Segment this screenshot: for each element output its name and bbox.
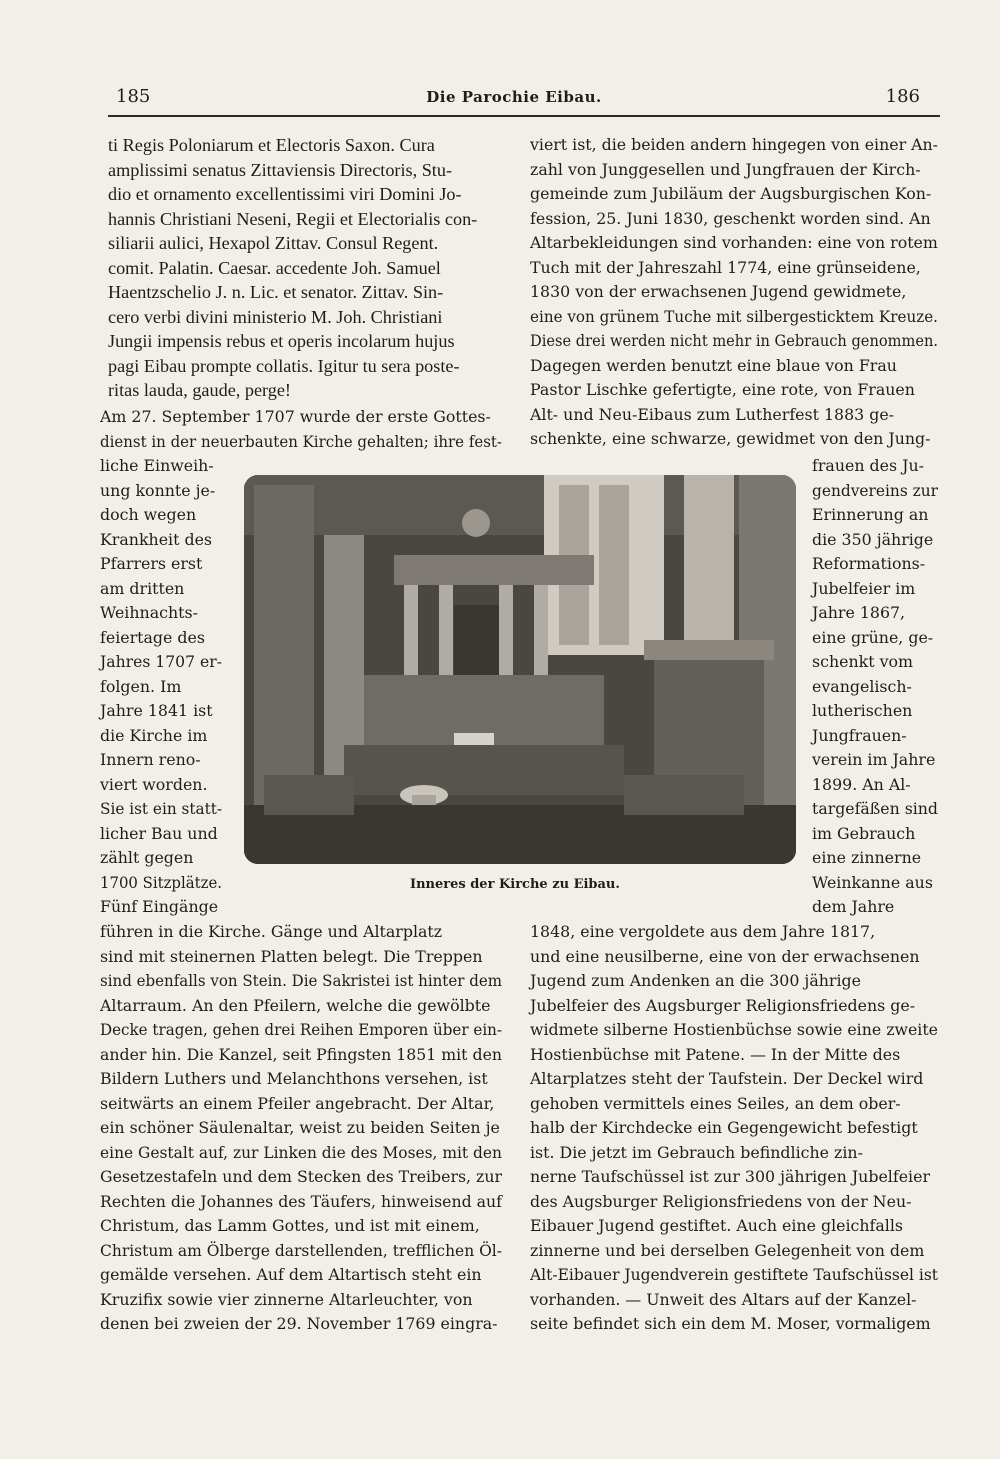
text-line: ti Regis Poloniarum et Electoris Saxon. Cura	[108, 135, 435, 155]
text-line: Eibauer Jugend gestiftet. Auch eine gleichfalls	[530, 1216, 904, 1235]
text-line: dienst in der neuerbauten Kirche gehalten; ihre fest-	[100, 431, 502, 451]
text-line: im Gebrauch	[812, 823, 916, 843]
text-line: zinnerne und bei derselben Gelegenheit von dem	[530, 1240, 925, 1260]
text-line: Christum, das Lamm Gottes, und ist mit einem,	[100, 1216, 480, 1235]
running-title: Die Parochie Eibau.	[426, 88, 602, 106]
text-line: targefäßen sind	[812, 799, 938, 818]
text-line: seite befindet sich ein dem M. Moser, vormaligem	[530, 1314, 931, 1333]
text-line: pagi Eibau prompte collatis. Igitur tu sera poste-	[108, 355, 460, 376]
text-line: Alt- und Neu-Eibaus zum Lutherfest 1883 ge-	[530, 404, 895, 424]
text-line: Bildern Luthers und Melanchthons versehen, ist	[100, 1069, 488, 1088]
text-line: Jahre 1867,	[812, 603, 906, 622]
text-line: schenkt vom	[812, 652, 914, 671]
text-line: gemälde versehen. Auf dem Altartisch steht ein	[100, 1265, 482, 1284]
text-line: zählt gegen	[100, 848, 194, 867]
text-line: ander hin. Die Kanzel, seit Pfingsten 1851 mit den	[100, 1044, 502, 1064]
church-interior-photo	[244, 475, 796, 864]
text-line: sind mit steinernen Platten belegt. Die Treppen	[100, 946, 483, 966]
text-line: Altarplatzes steht der Taufstein. Der Deckel wird	[530, 1069, 924, 1088]
text-line: 1848, eine vergoldete aus dem Jahre 1817,	[530, 922, 876, 941]
text-line: am dritten	[100, 578, 185, 598]
text-line: Rechten die Johannes des Täufers, hinweisend auf	[100, 1191, 502, 1211]
text-line: die 350 jährige	[812, 529, 934, 549]
text-line: siliarii aulici, Hexapol Zittav. Consul Regent.	[108, 233, 439, 253]
text-line: feiertage des	[100, 627, 205, 647]
text-line: Hostienbüchse mit Patene. — In der Mitte des	[530, 1044, 901, 1064]
text-line: Fünf Eingänge	[100, 897, 219, 916]
text-line: Innern reno-	[100, 750, 201, 769]
text-line: schenkte, eine schwarze, gewidmet von den Jung-	[530, 429, 931, 448]
text-line: verein im Jahre	[812, 750, 936, 769]
text-line: ein schöner Säulenaltar, weist zu beiden Seiten je	[100, 1118, 500, 1137]
text-line: Pastor Lischke gefertigte, eine rote, von Frauen	[530, 380, 915, 399]
text-line: viert worden.	[100, 774, 208, 794]
text-line: licher Bau und	[100, 823, 218, 843]
text-line: eine grüne, ge-	[812, 627, 934, 647]
page-number-left: 185	[116, 86, 151, 107]
text-line: ist. Die jetzt im Gebrauch befindliche zin-	[530, 1142, 863, 1162]
figure-caption: Inneres der Kirche zu Eibau.	[410, 877, 620, 892]
text-line: 1700 Sitzplätze.	[100, 872, 222, 892]
text-line: Altarraum. An den Pfeilern, welche die gewölbte	[100, 995, 491, 1015]
text-line: Am 27. September 1707 wurde der erste Gottes-	[100, 407, 491, 426]
text-line: folgen. Im	[100, 676, 182, 696]
text-line: Reformations-	[812, 554, 926, 573]
text-line: denen bei zweien der 29. November 1769 eingra-	[100, 1314, 498, 1333]
text-line: Tuch mit der Jahreszahl 1774, eine grünseidene,	[530, 257, 921, 277]
text-line: Jahre 1841 ist	[100, 701, 213, 720]
text-line: doch wegen	[100, 505, 197, 524]
page-header	[108, 86, 920, 116]
text-line: Alt-Eibauer Jugendverein gestiftete Taufschüssel ist	[530, 1265, 938, 1284]
text-line: Dagegen werden benutzt eine blaue von Frau	[530, 355, 897, 375]
text-line: eine von grünem Tuche mit silbergesticktem Kreuze.	[530, 306, 938, 326]
text-line: dem Jahre	[812, 897, 895, 916]
text-line: Haentzschelio J. n. Lic. et senator. Zittav. Sin-	[108, 282, 444, 302]
text-line: seitwärts an einem Pfeiler angebracht. Der Altar,	[100, 1093, 495, 1113]
text-line: eine zinnerne	[812, 848, 922, 867]
text-line: Pfarrers erst	[100, 554, 203, 573]
text-line: amplissimi senatus Zittaviensis Directoris, Stu-	[108, 159, 453, 180]
text-line: frauen des Ju-	[812, 456, 924, 475]
text-line: Weinkanne aus	[812, 872, 933, 892]
header-rule	[108, 115, 940, 117]
text-line: Jungfrauen-	[812, 725, 907, 745]
text-line: viert ist, die beiden andern hingegen von einer An-	[530, 135, 938, 154]
church-interior-illustration	[244, 475, 796, 864]
text-line: gehoben vermittels eines Seiles, an dem ober-	[530, 1093, 901, 1113]
text-line: Jubelfeier des Augsburger Religionsfriedens ge-	[530, 995, 916, 1015]
text-line: Jubelfeier im	[812, 578, 916, 598]
text-line: evangelisch-	[812, 676, 912, 696]
text-line: lutherischen	[812, 701, 913, 720]
text-line: des Augsburger Religionsfriedens von der Neu-	[530, 1191, 912, 1211]
text-line: Erinnerung an	[812, 505, 929, 524]
text-line: nerne Taufschüssel ist zur 300 jährigen Jubelfeier	[530, 1167, 930, 1186]
text-line: Weihnachts-	[100, 603, 198, 622]
text-line: Decke tragen, gehen drei Reihen Emporen über ein-	[100, 1020, 502, 1039]
text-line: 1899. An Al-	[812, 774, 911, 794]
text-line: Krankheit des	[100, 529, 213, 549]
text-line: ung konnte je-	[100, 480, 216, 500]
page-number-right: 186	[885, 86, 920, 107]
text-line: und eine neusilberne, eine von der erwachsenen	[530, 946, 920, 966]
text-line: widmete silberne Hostienbüchse sowie eine zweite	[530, 1020, 938, 1039]
text-line: Kruzifix sowie vier zinnerne Altarleuchter, von	[100, 1289, 473, 1309]
text-line: Gesetzestafeln und dem Stecken des Treibers, zur	[100, 1167, 502, 1186]
text-line: liche Einweih-	[100, 456, 214, 475]
text-line: Jungii impensis rebus et operis incolarum hujus	[108, 331, 455, 351]
text-line: die Kirche im	[100, 725, 208, 745]
text-line: eine Gestalt auf, zur Linken die des Moses, mit den	[100, 1142, 502, 1162]
text-line: cero verbi divini ministerio M. Joh. Christiani	[108, 306, 443, 327]
text-line: Sie ist ein statt-	[100, 799, 222, 818]
text-line: Christum am Ölberge darstellenden, trefflichen Öl-	[100, 1240, 502, 1260]
text-line: sind ebenfalls von Stein. Die Sakristei ist hinter dem	[100, 971, 502, 990]
text-line: 1830 von der erwachsenen Jugend gewidmete,	[530, 282, 907, 301]
text-line: fession, 25. Juni 1830, geschenkt worden sind. An	[530, 208, 931, 228]
text-line: zahl von Junggesellen und Jungfrauen der Kirch-	[530, 159, 921, 179]
text-line: Jahres 1707 er-	[100, 652, 222, 671]
text-line: gendvereins zur	[812, 480, 938, 500]
text-line: hannis Christiani Neseni, Regii et Electorialis con-	[108, 208, 478, 229]
text-line: vorhanden. — Unweit des Altars auf der Kanzel-	[530, 1289, 917, 1309]
text-line: führen in die Kirche. Gänge und Altarplatz	[100, 922, 443, 941]
text-line: ritas lauda, gaude, perge!	[108, 380, 291, 400]
text-line: dio et ornamento excellentissimi viri Domini Jo-	[108, 184, 462, 204]
text-line: gemeinde zum Jubiläum der Augsburgischen Kon-	[530, 184, 932, 203]
text-line: Diese drei werden nicht mehr in Gebrauch genommen.	[530, 331, 938, 350]
text-line: halb der Kirchdecke ein Gegengewicht befestigt	[530, 1118, 918, 1137]
text-line: Altarbekleidungen sind vorhanden: eine von rotem	[530, 233, 938, 252]
text-line: comit. Palatin. Caesar. accedente Joh. Samuel	[108, 257, 441, 278]
text-line: Jugend zum Andenken an die 300 jährige	[530, 971, 861, 990]
